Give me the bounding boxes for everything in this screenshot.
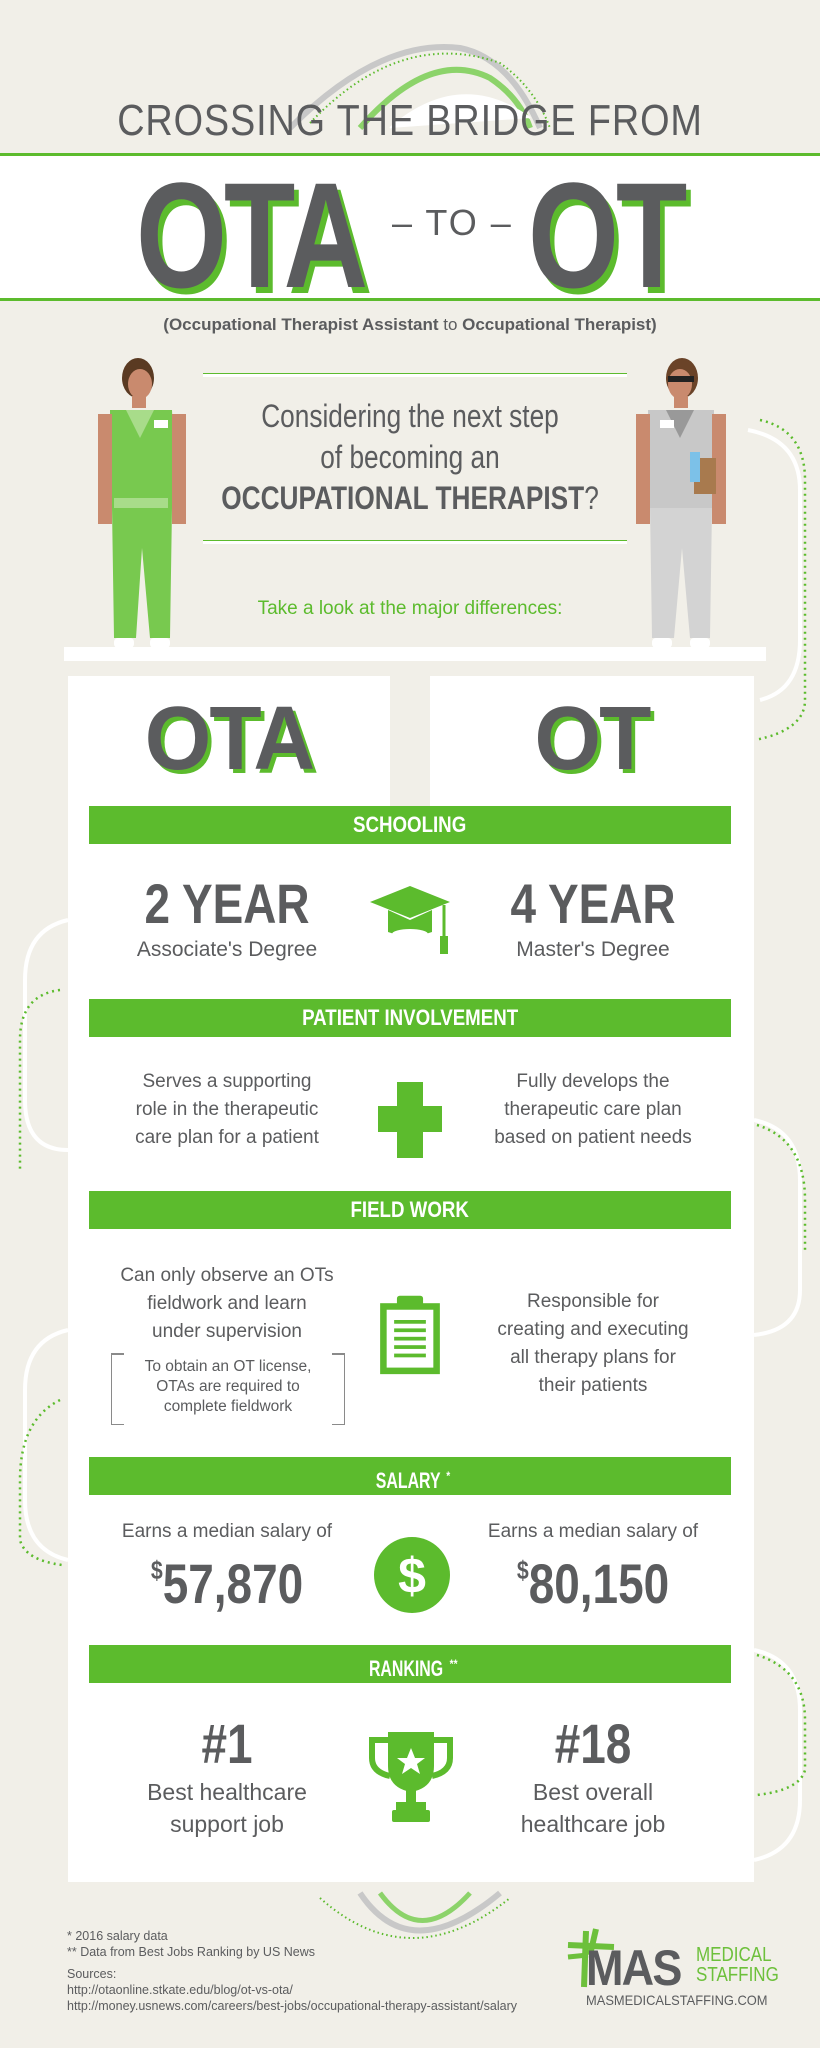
footnote-mark: * bbox=[446, 1469, 451, 1483]
text-line: their patients bbox=[538, 1375, 648, 1396]
subtitle-part-1: (Occupational Therapist Assistant bbox=[163, 315, 439, 334]
salary-ot-label: Earns a median salary of bbox=[487, 1521, 699, 1542]
column-gap bbox=[390, 676, 430, 806]
amount: 57,870 bbox=[162, 1552, 304, 1615]
title-joiner: – TO – bbox=[392, 202, 513, 243]
ranking-ot-value: #18 bbox=[554, 1712, 632, 1775]
source-link-1[interactable]: http://otaonline.stkate.edu/blog/ot-vs-ota/ bbox=[67, 1983, 293, 1997]
text-line: under supervision bbox=[152, 1321, 302, 1342]
salary-ot bbox=[448, 1518, 738, 1615]
logo-tagline bbox=[696, 1945, 779, 1985]
salary-ota bbox=[82, 1518, 372, 1615]
fieldwork-ota bbox=[82, 1262, 372, 1346]
salary-ota-label: Earns a median salary of bbox=[121, 1521, 333, 1542]
intro-highlight: OCCUPATIONAL THERAPIST bbox=[221, 480, 585, 516]
logo-mas: MAS bbox=[586, 1940, 681, 1996]
text-line: fieldwork and learn bbox=[147, 1293, 307, 1314]
ranking-ota bbox=[82, 1712, 372, 1840]
divider bbox=[203, 373, 627, 377]
text-line: creating and executing bbox=[497, 1319, 689, 1340]
note-line: OTAs are required to bbox=[156, 1378, 300, 1395]
text-line: therapeutic care plan bbox=[504, 1099, 682, 1120]
text-line: role in the therapeutic bbox=[135, 1099, 319, 1120]
source-link-2[interactable]: http://money.usnews.com/careers/best-jobs/occupational-therapy-assistant/salary bbox=[67, 1999, 517, 2013]
salary-ot-amount bbox=[474, 1552, 712, 1615]
salary-ota-amount bbox=[108, 1552, 346, 1615]
clipboard-icon bbox=[368, 1292, 452, 1376]
subtitle-part-2: to bbox=[438, 315, 463, 334]
kicker-title: CROSSING THE BRIDGE FROM bbox=[117, 96, 703, 145]
intro-cta: Take a look at the major differences: bbox=[257, 598, 563, 619]
section-header-salary bbox=[89, 1457, 731, 1495]
section-title: PATIENT INVOLVEMENT bbox=[301, 1005, 519, 1030]
divider bbox=[203, 540, 627, 544]
sources-label: Sources: bbox=[67, 1967, 117, 1981]
text-line: Can only observe an OTs bbox=[120, 1265, 334, 1286]
section-title bbox=[370, 1457, 450, 1500]
ranking-ota-label bbox=[82, 1776, 372, 1840]
section-title: SCHOOLING bbox=[353, 812, 467, 837]
text-line: all therapy plans for bbox=[510, 1347, 676, 1368]
floor-bar bbox=[64, 647, 766, 661]
logo-staffing: STAFFING bbox=[696, 1964, 779, 1986]
footnote-mark: ** bbox=[449, 1657, 458, 1671]
text-line: care plan for a patient bbox=[135, 1127, 319, 1148]
column-heading-ot: OT bbox=[534, 689, 650, 789]
text-line: Serves a supporting bbox=[142, 1071, 312, 1092]
intro-line-2: of becoming an bbox=[320, 439, 500, 475]
intro-line-1: Considering the next step bbox=[261, 398, 559, 434]
graduation-cap-icon bbox=[368, 880, 452, 964]
text-line: support job bbox=[170, 1811, 284, 1837]
ranking-ot-label bbox=[448, 1776, 738, 1840]
schooling-ota bbox=[82, 872, 372, 962]
text-line: Responsible for bbox=[526, 1291, 660, 1312]
ranking-ota-value: #1 bbox=[201, 1712, 253, 1775]
text-line: healthcare job bbox=[520, 1811, 666, 1837]
intro-question-mark: ? bbox=[584, 480, 599, 516]
schooling-ota-label: Associate's Degree bbox=[136, 938, 318, 961]
currency-symbol: $ bbox=[150, 1555, 163, 1585]
section-title-text: SALARY bbox=[375, 1468, 441, 1494]
text-line: Best healthcare bbox=[147, 1779, 307, 1805]
bridge-arc-icon bbox=[300, 1888, 530, 1968]
trophy-icon bbox=[366, 1730, 456, 1824]
ranking-ot bbox=[448, 1712, 738, 1840]
note-line: complete fieldwork bbox=[163, 1398, 293, 1415]
text-line: Best overall bbox=[532, 1779, 654, 1805]
fieldwork-note bbox=[111, 1353, 345, 1425]
fieldwork-ot bbox=[448, 1288, 738, 1400]
section-title bbox=[362, 1645, 457, 1688]
note-line: To obtain an OT license, bbox=[144, 1358, 312, 1375]
section-header-schooling bbox=[89, 806, 731, 844]
title-to: OT bbox=[528, 151, 685, 319]
section-header-patient-involvement bbox=[89, 999, 731, 1037]
text-line: based on patient needs bbox=[494, 1127, 692, 1148]
schooling-ota-value: 2 YEAR bbox=[144, 872, 310, 935]
schooling-ot bbox=[448, 872, 738, 962]
amount: 80,150 bbox=[528, 1552, 670, 1615]
footnote-salary: * 2016 salary data bbox=[67, 1929, 168, 1943]
patient-ot bbox=[448, 1068, 738, 1152]
currency-symbol: $ bbox=[516, 1555, 529, 1585]
mas-logo bbox=[566, 1925, 779, 1996]
svg-text:$: $ bbox=[398, 1548, 426, 1604]
text-line: Fully develops the bbox=[516, 1071, 670, 1092]
column-heading-ota: OTA bbox=[144, 689, 314, 789]
subtitle bbox=[0, 315, 820, 335]
medical-cross-icon bbox=[368, 1078, 452, 1162]
intro-line-3 bbox=[74, 480, 746, 517]
website-link[interactable]: MASMEDICALSTAFFING.COM bbox=[586, 1992, 768, 2008]
section-header-ranking bbox=[89, 1645, 731, 1683]
schooling-ot-label: Master's Degree bbox=[516, 938, 670, 961]
section-header-field-work bbox=[89, 1191, 731, 1229]
logo-medical: MEDICAL bbox=[696, 1944, 772, 1966]
section-title: FIELD WORK bbox=[350, 1197, 470, 1222]
dollar-icon bbox=[370, 1533, 454, 1617]
patient-ota bbox=[82, 1068, 372, 1152]
subtitle-part-3: Occupational Therapist) bbox=[462, 315, 657, 334]
section-title-text: RANKING bbox=[368, 1656, 444, 1682]
title-from: OTA bbox=[136, 151, 365, 319]
footnote-ranking: ** Data from Best Jobs Ranking by US News bbox=[67, 1945, 316, 1959]
schooling-ot-value: 4 YEAR bbox=[510, 872, 676, 935]
